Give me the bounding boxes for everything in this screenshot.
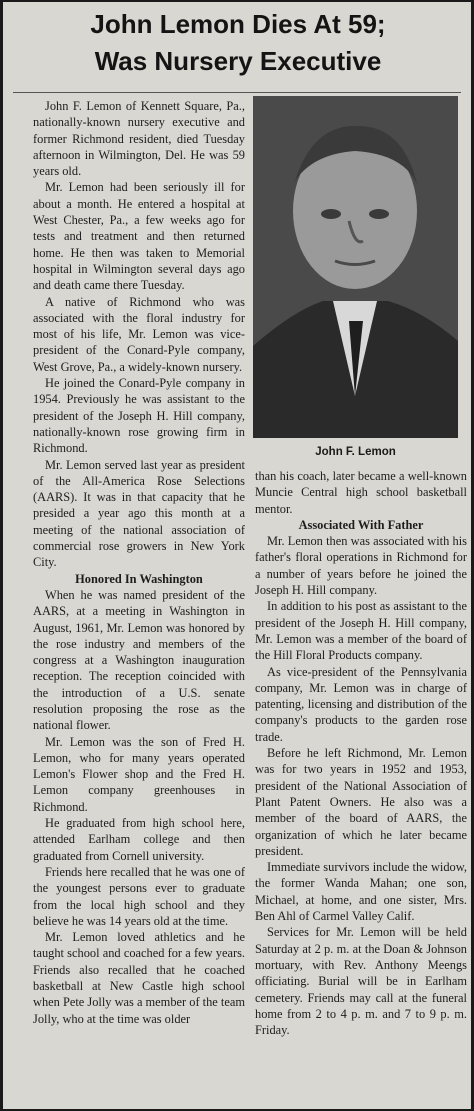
paragraph: When he was named president of the AARS, at a meeting in Washington in August, 1961, Mr. Lemon was honored by the rose industry and members of the congress at a Washington inauguration reception. The reception coincided with the introduction of a U.S. senate resolution proposing the rose as the national flower. bbox=[33, 587, 245, 733]
paragraph: Mr. Lemon loved athletics and he taught school and coached for a few years. Friends also recalled that he coached basketball at New Castle high school when Pete Jolly was a member of the team Jolly, who at the time was older bbox=[33, 930, 245, 1026]
subhead-honored-in-washington: Honored In Washington bbox=[75, 571, 203, 586]
headline-rule bbox=[13, 92, 461, 93]
headline-line-2: Was Nursery Executive bbox=[94, 46, 382, 76]
paragraph: He graduated from high school here, attended Earlham college and then graduated from Cornell university. bbox=[33, 816, 245, 863]
paragraph: As vice-president of the Pennsylvania company, Mr. Lemon was in charge of patenting, licensing and distribution of the company's products to the garden rose trade. bbox=[255, 664, 467, 744]
paragraph: Services for Mr. Lemon will be held Saturday at 2 p. m. at the Doan & Johnson mortuary, with Rev. Anthony Meengs officiating. Burial will be in Earlham cemetery. Friends may call at the funeral home from 2 to 4 p. m. and 7 to 9 p. m. Friday. bbox=[255, 925, 467, 1038]
paragraph: John F. Lemon of Kennett Square, Pa., nationally-known nursery executive and former Richmond resident, died Tuesday afternoon in Wilmington, Del. He was 59 years old. bbox=[33, 99, 245, 179]
paragraph: Mr. Lemon had been seriously ill for about a month. He entered a hospital at West Chester, Pa., a few weeks ago for tests and treatment and then returned home. He then was taken to Memorial hospital in Wilmington several days ago and death came there Tuesday. bbox=[33, 180, 245, 293]
paragraph: Mr. Lemon was the son of Fred H. Lemon, who for many years operated Lemon's Flower shop and the Fred H. Lemon company greenhouses in Richmond. bbox=[33, 734, 245, 814]
paragraph: Friends here recalled that he was one of the youngest persons ever to graduate from the local high school and they believe he was 14 years old at the time. bbox=[33, 864, 245, 928]
paragraph: Mr. Lemon then was associated with his father's floral operations in Richmond for a number of years before he joined the Joseph H. Hill company. bbox=[255, 534, 467, 598]
column-2 bbox=[255, 468, 467, 1038]
headline-line-1: John Lemon Dies At 59; bbox=[90, 9, 386, 39]
paragraph: In addition to his post as assistant to the president of the Joseph H. Hill company, Mr. Lemon was a member of the board of the Hill Floral Products company. bbox=[255, 599, 467, 663]
paragraph: than his coach, later became a well-known Muncie Central high school basketball mentor. bbox=[255, 469, 467, 516]
paragraph: Immediate survivors include the widow, the former Wanda Mahan; one son, Michael, at home, and one sister, Mrs. Ben Ahl of Carmel Valley Calif. bbox=[255, 860, 467, 924]
portrait-photo bbox=[253, 96, 458, 438]
paragraph: He joined the Conard-Pyle company in 1954. Previously he was assistant to the president of the Joseph H. Hill company, nationally-known rose growing firm in Richmond. bbox=[33, 376, 245, 456]
paragraph: Before he left Richmond, Mr. Lemon was for two years in 1952 and 1953, president of the National Association of Plant Patent Owners. He also was a member of the board of AARS, the organization of which he later became president. bbox=[255, 746, 467, 858]
newspaper-clipping bbox=[3, 2, 471, 1109]
headline bbox=[13, 6, 463, 80]
subhead-associated-with-father: Associated With Father bbox=[298, 517, 424, 532]
photo-caption: John F. Lemon bbox=[315, 446, 396, 458]
paragraph: A native of Richmond who was associated with the floral industry for most of his life, Mr. Lemon was vice-president of the Conard-Pyle company, West Grove, Pa., a widely-known nursery. bbox=[33, 294, 245, 374]
paragraph: Mr. Lemon served last year as president of the All-America Rose Selections (AARS). It was in that capacity that he presided a year ago this month at a meeting of the national association of commercial rose growers in New York City. bbox=[33, 457, 245, 570]
column-1-upper bbox=[33, 98, 245, 1027]
